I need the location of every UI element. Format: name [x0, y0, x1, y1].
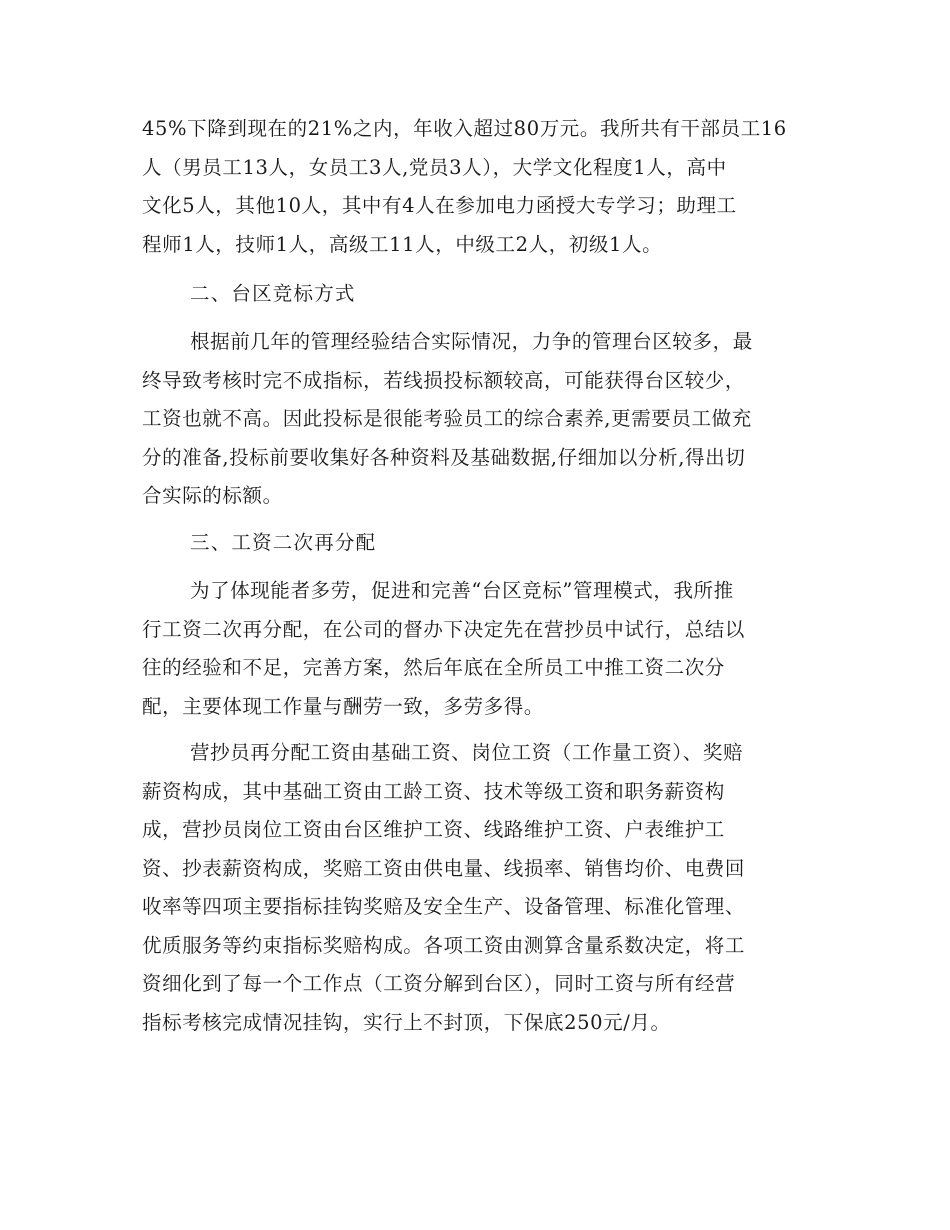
paragraph-bidding-method: [142, 323, 810, 516]
text-line: 收率等四项主要指标挂钩奖赔及安全生产、设备管理、标准化管理、: [142, 895, 746, 918]
text-line: 人（男员工13人，女员工3人,党员3人），大学文化程度1人，高中: [142, 155, 727, 179]
text-line: 为了体现能者多劳，促进和完善“台区竞标”管理模式，我所推: [190, 579, 734, 602]
text-line: 合实际的标额。: [142, 484, 283, 507]
text-line: 成，营抄员岗位工资由台区维护工资、线路维护工资、户表维护工: [142, 818, 725, 841]
text-line: 往的经验和不足，完善方案，然后年底在全所员工中推工资二次分: [142, 656, 725, 679]
text-line: 资细化到了每一个工作点（工资分解到台区），同时工资与所有经营: [142, 972, 736, 995]
text-line: 薪资构成，其中基础工资由工龄工资、技术等级工资和职务薪资构: [142, 779, 725, 803]
text-line: 行工资二次再分配，在公司的督办下决定先在营抄员中试行，总结以: [142, 617, 746, 641]
paragraph-salary-composition: [142, 734, 810, 1042]
text-line: 工资也就不高。因此投标是很能考验员工的综合素养,更需要员工做充: [142, 407, 752, 430]
paragraph-staff-summary: [142, 110, 810, 264]
text-line: 资、抄表薪资构成，奖赔工资由供电量、线损率、销售均价、电费回: [142, 856, 746, 880]
text-line: 文化5人，其他10人，其中有4人在参加电力函授大专学习；助理工: [142, 194, 737, 217]
section-title: 二、台区竞标方式: [190, 282, 356, 305]
text-line: 优质服务等约束指标奖赔构成。各项工资由测算含量系数决定，将工: [142, 933, 746, 957]
text-line: 45%下降到现在的21%之内，年收入超过80万元。我所共有干部员工16: [142, 117, 787, 140]
text-line: 配，主要体现工作量与酬劳一致，多劳多得。: [142, 694, 545, 718]
section-title: 三、工资二次再分配: [190, 531, 377, 554]
text-line: 根据前几年的管理经验结合实际情况，力争的管理台区较多，最: [190, 330, 753, 353]
section-heading-salary: [142, 524, 810, 563]
section-heading-bidding: [142, 275, 810, 314]
text-line: 程师1人，技师1人，高级工11人，中级工2人，初级1人。: [142, 232, 663, 256]
text-line: 分的准备,投标前要收集好各种资料及基础数据,仔细加以分析,得出切: [142, 445, 746, 469]
text-line: 指标考核完成情况挂钩，实行上不封顶，下保底250元/月。: [142, 1010, 671, 1034]
text-line: 营抄员再分配工资由基础工资、岗位工资（工作量工资）、奖赔: [190, 741, 744, 764]
paragraph-salary-redistribution: [142, 572, 810, 726]
text-line: 终导致考核时完不成指标，若线损投标额较高，可能获得台区较少，: [142, 368, 746, 392]
